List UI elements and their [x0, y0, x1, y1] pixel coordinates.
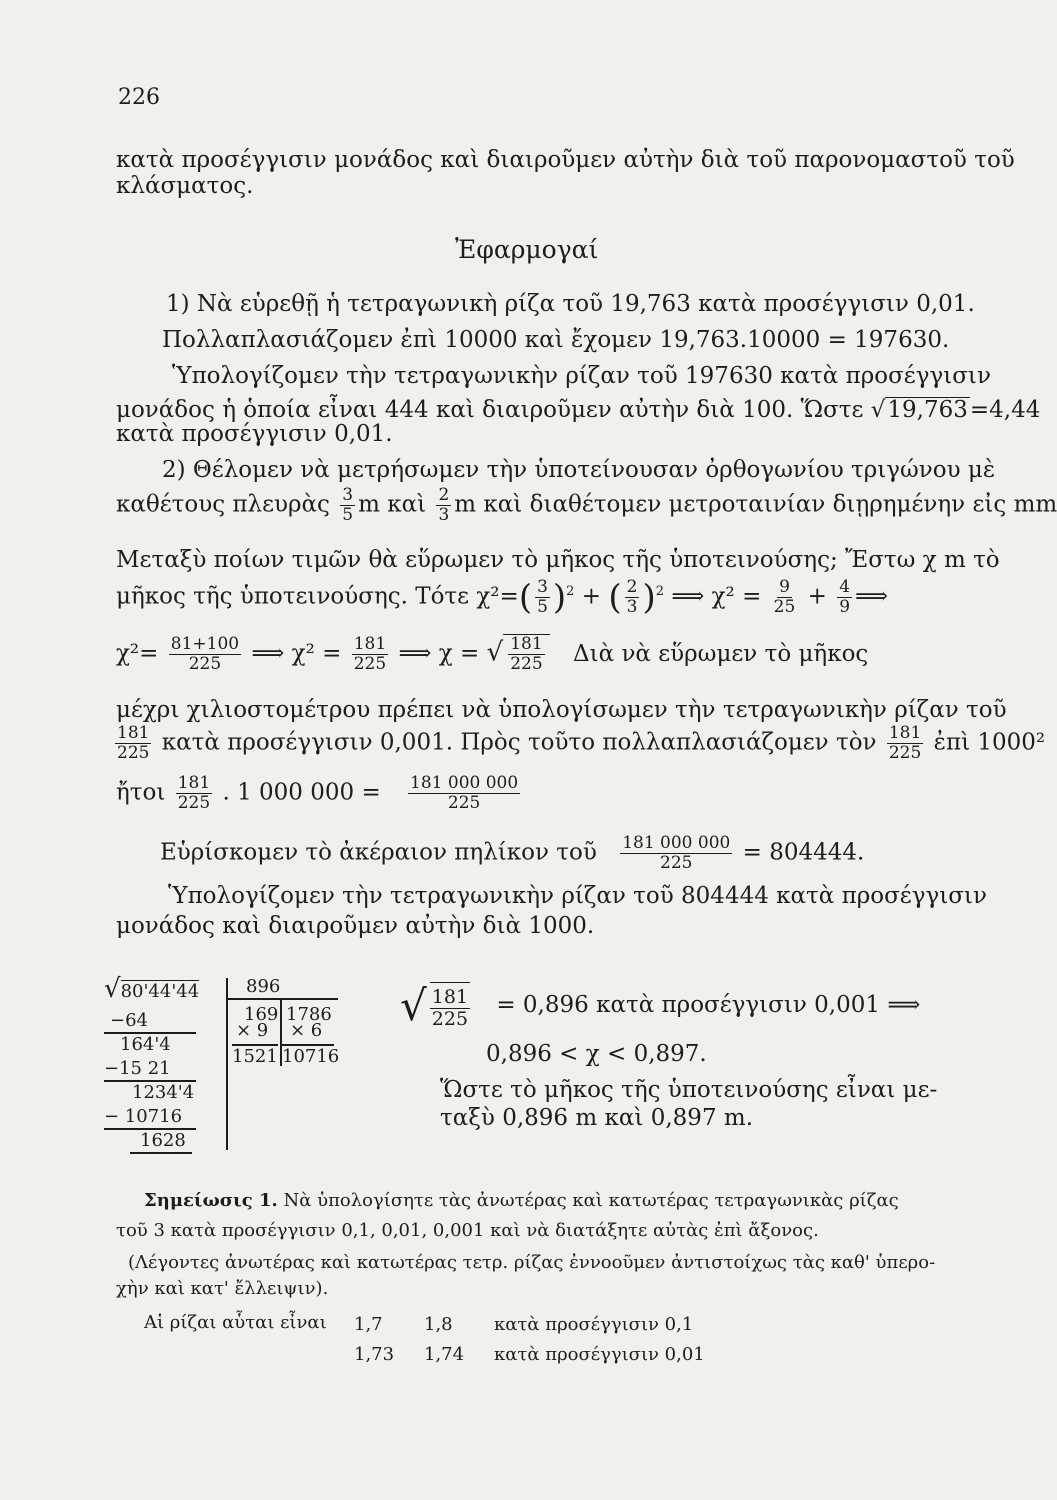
ex2-line-9: [160, 834, 864, 873]
ex2-line-1: 2) Θέλομεν νὰ μετρήσωμεν τὴν ὑποτείνουσαν ὀρθογωνίου τριγώνου μὲ: [162, 457, 996, 483]
fraction-numerator: 181: [888, 723, 922, 743]
note-text-1: Νὰ ὑπολογίσητε τὰς ἀνωτέρας καὶ κατωτέρας τετραγωνικὰς ρίζας: [283, 1190, 899, 1211]
fraction-numerator: 181: [177, 773, 211, 793]
fraction-3-5: [340, 486, 355, 525]
ex2-line-7: [112, 724, 1045, 763]
ex2-line-4: μῆκος τῆς ὑποτεινούσης. Τότε χ²=( $\frac{3}{5}$ )$^2$ + ( $\frac{2}{3}$ )$^2$ ⟹ χ² = $\frac{9}{25}$ + $\frac{4}{9}$ ⟹: [116, 577, 889, 618]
note-line-5: Αἱ ρίζαι αὗται εἶναι: [144, 1312, 327, 1333]
calc-m2: × 9: [236, 1020, 269, 1041]
ex2-line-2-c: m καὶ διαθέτομεν μετροταινίαν διῃρημένην εἰς mm: [454, 491, 1057, 518]
fraction-3-5-b: [535, 578, 550, 617]
ex1-line-5: κατὰ προσέγγισιν 0,01.: [116, 421, 393, 447]
fraction-9-25: [772, 578, 798, 617]
ex2-line-4-c: ⟹ χ² =: [671, 583, 762, 610]
fraction-numerator: 9: [779, 577, 790, 598]
fraction-numerator: 181 000 000: [622, 833, 731, 853]
ex2-line-5-b: ⟹ χ² =: [251, 640, 342, 667]
sqrt-fraction: [503, 634, 549, 674]
note-row-1-c: κατὰ προσέγγισιν 0,1: [494, 1314, 694, 1335]
section-heading: Ἐφαρμογαί: [455, 235, 599, 264]
calc-m3: 1521: [232, 1046, 278, 1067]
fraction-denominator: 225: [888, 743, 922, 763]
note-row-2-a: 1,73: [354, 1344, 395, 1365]
ex2-line-8-a: ἤτοι: [116, 779, 166, 806]
fraction-denominator: 5: [342, 505, 354, 525]
ex1-line-2: Πολλαπλασιάζομεν ἐπὶ 10000 καὶ ἔχομεν 19,763.10000 = 197630.: [162, 327, 950, 353]
fraction-numerator: 3: [537, 577, 548, 598]
intro-line: κατὰ προσέγγισιν μονάδος καὶ διαιροῦμεν αὐτὴν διὰ τοῦ παρονομαστοῦ τοῦ: [116, 147, 1015, 173]
ex2-line-2-a: καθέτους πλευρὰς: [116, 491, 330, 518]
fraction-denominator: 225: [660, 853, 693, 873]
fraction-denominator: 225: [353, 654, 387, 674]
sqrt-radicand: 19,763: [887, 397, 968, 423]
ex2-line-7-b: ἐπὶ 1000²: [933, 729, 1046, 756]
ex2-line-6: μέχρι χιλιοστομέτρου πρέπει νὰ ὑπολογίσωμεν τὴν τετραγωνικὴν ρίζαν τοῦ: [116, 697, 1007, 723]
fraction-2-3: [436, 486, 451, 525]
fraction-numerator: 181: [510, 634, 543, 654]
ex2-line-9-b: = 804444.: [742, 839, 865, 866]
result-line-1: [400, 982, 920, 1030]
fraction-181000000-225: [408, 774, 520, 813]
plus-sign: +: [581, 583, 602, 610]
ex2-line-3: Μεταξὺ ποίων τιμῶν θὰ εὕρωμεν τὸ μῆκος τῆς ὑποτεινούσης; Ἔστω χ m τὸ: [116, 547, 1000, 573]
arrow: ⟹: [855, 583, 889, 610]
fraction-numerator: 3: [342, 485, 354, 505]
fraction-numerator: 181: [117, 723, 150, 743]
fraction-denominator: 225: [177, 793, 211, 813]
plus-sign-2: +: [807, 583, 827, 610]
result-fraction: [430, 982, 470, 1030]
page-number: 226: [118, 85, 160, 110]
result-line-4: ταξὺ 0,896 m καὶ 0,897 m.: [440, 1105, 754, 1131]
calc-step-1: −64: [110, 1010, 148, 1031]
result-line-2: 0,896 < χ < 0,897.: [486, 1041, 707, 1067]
fraction-numerator: 2: [626, 577, 638, 598]
note-row-2-b: 1,74: [424, 1344, 465, 1365]
ex2-line-2-b: m καὶ: [358, 491, 427, 518]
ex2-line-5-c: ⟹ χ =: [398, 640, 480, 667]
fraction-denominator: 3: [626, 597, 638, 618]
fraction-181-225-d: [887, 724, 923, 763]
result-text-1: = 0,896 κατὰ προσέγγισιν 0,001 ⟹: [496, 992, 921, 1018]
result-sqrt-symbol: √: [400, 981, 427, 1030]
note-line-3: (Λέγοντες ἀνωτέρας καὶ κατωτέρας τετρ. ρίζας ἐννοοῦμεν ἀντιστοίχως τὰς καθ' ὑπερο-: [128, 1252, 936, 1273]
ex2-line-4-a: μῆκος τῆς ὑποτεινούσης. Τότε χ²=: [116, 583, 519, 610]
fraction-181000000-225-b: [620, 834, 732, 873]
fraction-denominator: 5: [537, 597, 548, 618]
note-row-1-b: 1,8: [424, 1314, 453, 1335]
note-line-1: [144, 1190, 899, 1212]
ex2-line-5-a: χ²=: [116, 640, 159, 667]
fraction-numerator: 181: [353, 634, 387, 654]
calc-m1: 169: [244, 1004, 279, 1025]
note-label: Σημείωσις 1.: [144, 1190, 278, 1211]
intro-line-2: κλάσματος.: [116, 173, 254, 199]
fraction-denominator: 225: [117, 743, 150, 763]
fraction-numerator: 81+100: [170, 634, 240, 654]
fraction-denominator: 225: [510, 654, 543, 674]
ex2-line-2: [116, 486, 1057, 525]
ex1-line-3: Ὑπολογίζομεν τὴν τετραγωνικὴν ρίζαν τοῦ 197630 κατὰ προσέγγισιν: [172, 363, 991, 389]
sqrt-symbol: √: [486, 637, 504, 668]
fraction-numerator: 2: [438, 485, 450, 505]
fraction-181-225-b: [352, 635, 388, 674]
note-line-4: χὴν καὶ κατ' ἔλλειψιν).: [116, 1278, 329, 1299]
fraction-181-225-e: [176, 774, 212, 813]
ex1-result: =4,44: [969, 397, 1041, 423]
fraction-denominator: 225: [447, 793, 481, 813]
fraction-4-9: [837, 578, 852, 617]
calc-root: 896: [246, 976, 281, 997]
fraction-denominator: 25: [773, 597, 796, 618]
fraction-denominator: 225: [188, 654, 222, 674]
ex2-line-11: μονάδος καὶ διαιροῦμεν αὐτὴν διὰ 1000.: [116, 913, 595, 939]
ex2-line-10: Ὑπολογίζομεν τὴν τετραγωνικὴν ρίζαν τοῦ 804444 κατὰ προσέγγισιν: [168, 883, 987, 909]
calc-n3: 10716: [282, 1046, 340, 1067]
fraction-denominator: 3: [438, 505, 450, 525]
fraction-numerator: 181 000 000: [410, 773, 519, 793]
ex2-line-7-a: κατὰ προσέγγισιν 0,001. Πρὸς τοῦτο πολλαπλασιάζομεν τὸν: [161, 729, 877, 756]
note-line-2: τοῦ 3 κατὰ προσέγγισιν 0,1, 0,01, 0,001 καὶ νὰ διατάξητε αὐτὰς ἐπὶ ἄξονος.: [116, 1220, 819, 1241]
calc-radicand-value: 80'44'44: [120, 981, 200, 1002]
fraction-2-3-b: [625, 578, 640, 617]
calc-n2: × 6: [290, 1020, 323, 1041]
fraction-numerator: 4: [839, 577, 851, 598]
calc-n1: 1786: [286, 1004, 332, 1025]
fraction-181-225: [169, 635, 241, 674]
calc-step-5: − 10716: [104, 1106, 183, 1127]
ex2-line-9-a: Εὑρίσκομεν τὸ ἀκέραιον πηλίκον τοῦ: [160, 839, 597, 866]
ex2-line-8-b: . 1 000 000 =: [222, 779, 381, 806]
calc-step-4: 1234'4: [132, 1082, 195, 1103]
note-row-1-a: 1,7: [354, 1314, 383, 1335]
fraction-181-225-c: [115, 724, 151, 763]
ex1-line-1: 1) Νὰ εὑρεθῇ ἡ τετραγωνικὴ ρίζα τοῦ 19,763 κατὰ προσέγγισιν 0,01.: [166, 291, 975, 317]
calc-radicand: √80'44'44: [104, 974, 200, 1004]
fraction-denominator: 225: [431, 1008, 469, 1030]
calc-step-3: −15 21: [104, 1058, 171, 1079]
ex2-line-8: [116, 774, 523, 813]
ex2-line-5: [116, 634, 868, 674]
note-row-2-c: κατὰ προσέγγισιν 0,01: [494, 1344, 705, 1365]
fraction-numerator: 181: [431, 986, 469, 1008]
calc-remainder: 1628: [140, 1130, 186, 1151]
result-line-3: Ὥστε τὸ μῆκος τῆς ὑποτεινούσης εἶναι με-: [440, 1077, 938, 1103]
ex1-line-4-text: μονάδος ἡ ὁποία εἶναι 444 καὶ διαιροῦμεν αὐτὴν διὰ 100. Ὥστε √: [116, 397, 886, 423]
fraction-denominator: 9: [839, 597, 851, 618]
ex2-line-5-d: Διὰ νὰ εὕρωμεν τὸ μῆκος: [572, 640, 869, 667]
calc-step-2: 164'4: [120, 1034, 171, 1055]
